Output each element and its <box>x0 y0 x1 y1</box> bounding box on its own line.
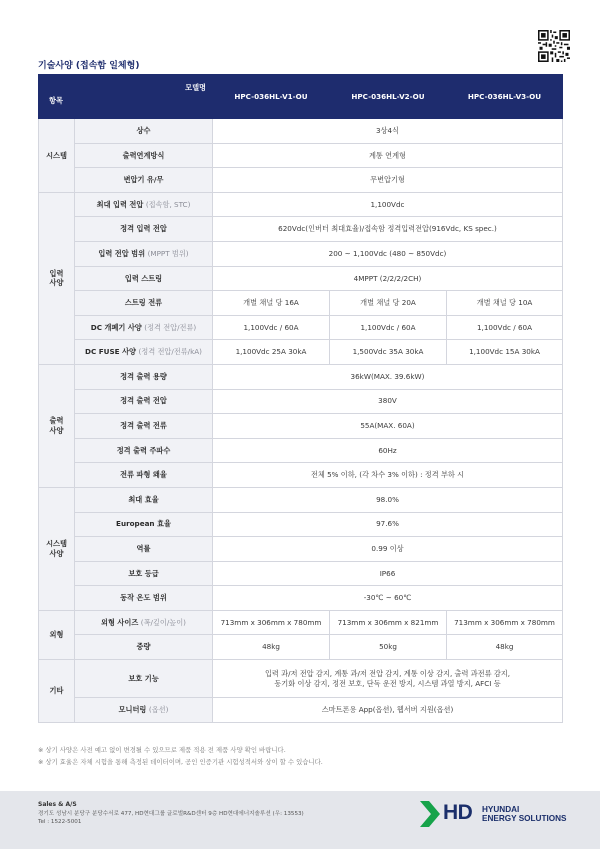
row-label: 정격 출력 용량 <box>75 364 213 389</box>
model-header-v2: HPC-036HL-V2-OU <box>330 75 447 119</box>
table-row <box>39 698 563 723</box>
row-value-v3: 713mm x 306mm x 780mm <box>447 610 563 635</box>
row-label <box>75 192 213 217</box>
table-row <box>39 610 563 635</box>
row-label: 정격 출력 전류 <box>75 414 213 439</box>
label-main: DC 개폐기 사양 <box>90 322 142 332</box>
row-label <box>75 340 213 365</box>
row-value: 55A(MAX. 60A) <box>213 414 563 439</box>
category-line: 사양 <box>49 548 64 558</box>
row-value: 380V <box>213 389 563 414</box>
table-row <box>39 463 563 488</box>
logo-line: ENERGY SOLUTIONS <box>482 814 567 824</box>
table-row <box>39 414 563 439</box>
footer-tel: Tel : 1522-5001 <box>38 818 82 825</box>
row-label: 변압기 유/무 <box>75 168 213 193</box>
label-main: 모니터링 <box>118 705 147 714</box>
row-label: 스트링 전류 <box>75 291 213 316</box>
table-row <box>39 241 563 266</box>
qr-code-icon <box>538 30 570 62</box>
category-line: 입력 <box>49 268 64 278</box>
table-row <box>39 635 563 660</box>
header-row <box>39 75 563 119</box>
model-header-v3: HPC-036HL-V3-OU <box>447 75 563 119</box>
label-main: DC FUSE 사양 <box>85 347 136 357</box>
footnotes <box>38 745 323 769</box>
company-logo <box>420 800 570 830</box>
category-exterior: 외형 <box>39 610 75 659</box>
row-label: European 효율 <box>75 512 213 537</box>
row-value: 36kW(MAX. 39.6kW) <box>213 364 563 389</box>
row-label: 정격 출력 주파수 <box>75 438 213 463</box>
table-row <box>39 586 563 611</box>
label-sub: (폭/깊이/높이) <box>140 617 186 627</box>
label-sub: (접속함, STC) <box>145 199 191 209</box>
table-row <box>39 315 563 340</box>
logo-hd-text: HD <box>443 801 473 824</box>
row-value-v3: 개별 채널 당 10A <box>447 291 563 316</box>
table-row <box>39 512 563 537</box>
row-label: 역률 <box>75 537 213 562</box>
header-model-label: 모델명 <box>185 83 206 92</box>
row-value: 3상4식 <box>213 119 563 144</box>
category-input <box>39 192 75 364</box>
row-label <box>75 610 213 635</box>
row-label: 최대 효율 <box>75 487 213 512</box>
row-value-v2: 713mm x 306mm x 821mm <box>330 610 447 635</box>
row-value: 200 ~ 1,100Vdc (480 ~ 850Vdc) <box>213 241 563 266</box>
table-row <box>39 291 563 316</box>
table-row <box>39 364 563 389</box>
category-system-spec <box>39 487 75 610</box>
category-line: 시스템 <box>46 539 67 549</box>
label-sub: (정격 전압/전류/kA) <box>138 347 202 357</box>
row-value-v1: 개별 채널 당 16A <box>213 291 330 316</box>
table-row <box>39 487 563 512</box>
row-value: 60Hz <box>213 438 563 463</box>
spec-table <box>38 74 563 723</box>
logo-mark-icon <box>420 801 440 827</box>
row-label: 출력연계방식 <box>75 143 213 168</box>
table-row <box>39 389 563 414</box>
table-row <box>39 537 563 562</box>
row-value: 1,100Vdc <box>213 192 563 217</box>
row-value-v3: 48kg <box>447 635 563 660</box>
footer-heading: Sales & A/S <box>38 801 77 808</box>
label-sub: (옵션) <box>148 705 169 714</box>
table-row <box>39 168 563 193</box>
row-value: 계통 연계형 <box>213 143 563 168</box>
footer-contact <box>38 801 304 826</box>
row-value-v3: 1,100Vdc / 60A <box>447 315 563 340</box>
row-label: 전류 파형 왜율 <box>75 463 213 488</box>
label-sub: (MPPT 범위) <box>147 248 189 258</box>
row-label: 중량 <box>75 635 213 660</box>
row-label <box>75 241 213 266</box>
row-value: -30℃ ~ 60℃ <box>213 586 563 611</box>
row-value-v3: 1,100Vdc 15A 30kA <box>447 340 563 365</box>
row-value <box>213 660 563 698</box>
row-label: 보호 등급 <box>75 561 213 586</box>
row-value: IP66 <box>213 561 563 586</box>
row-value: 4MPPT (2/2/2/2CH) <box>213 266 563 291</box>
table-row <box>39 217 563 242</box>
row-label: 동작 온도 범위 <box>75 586 213 611</box>
footnote: ※ 상기 효율은 자체 시험을 통해 측정된 데이터이며, 공인 인증기관 시험성적서와 상이 할 수 있습니다. <box>38 757 323 766</box>
label-main: 입력 전압 범위 <box>98 248 146 258</box>
model-header-v1: HPC-036HL-V1-OU <box>213 75 330 119</box>
row-value-v1: 1,100Vdc 25A 30kA <box>213 340 330 365</box>
row-label <box>75 698 213 723</box>
header-item-label: 항목 <box>49 96 63 106</box>
category-output <box>39 364 75 487</box>
footnote: ※ 상기 사양은 사전 예고 없이 변경될 수 있으므로 제품 적용 전 제품 사양 확인 바랍니다. <box>38 746 286 754</box>
table-row <box>39 192 563 217</box>
label-main: 최대 입력 전압 <box>96 199 144 209</box>
row-value-v2: 1,100Vdc / 60A <box>330 315 447 340</box>
category-misc: 기타 <box>39 660 75 723</box>
row-value-v2: 1,500Vdc 35A 30kA <box>330 340 447 365</box>
table-row <box>39 660 563 698</box>
row-value-v1: 713mm x 306mm x 780mm <box>213 610 330 635</box>
row-label: 정격 출력 전압 <box>75 389 213 414</box>
row-value: 97.6% <box>213 512 563 537</box>
category-line: 출력 <box>49 416 64 426</box>
logo-company-name <box>482 805 566 824</box>
table-row <box>39 119 563 144</box>
footer-address: 경기도 성남시 분당구 분당수서로 477, HD현대그룹 글로벌R&D센터 9층 HD현대에너지솔루션 (우: 13553) <box>38 810 304 817</box>
table-row <box>39 143 563 168</box>
row-label <box>75 315 213 340</box>
row-label: 정격 입력 전압 <box>75 217 213 242</box>
label-main: 외형 사이즈 <box>101 617 139 627</box>
category-line: 사양 <box>49 278 64 288</box>
category-system: 시스템 <box>39 119 75 193</box>
category-line: 사양 <box>49 425 64 435</box>
value-line: 입력 과/저 전압 감지, 계통 과/저 전압 감지, 계통 이상 감지, 출력 과전류 감지, <box>264 668 511 678</box>
logo-line: HYUNDAI <box>482 805 520 814</box>
row-value-v2: 개별 채널 당 20A <box>330 291 447 316</box>
row-value: 스마트폰용 App(옵션), 웹서버 지원(옵션) <box>213 698 563 723</box>
row-value: 전체 5% 이하, (각 차수 3% 이하) : 정격 부하 시 <box>213 463 563 488</box>
document-title: 기술사양 (접속함 일체형) <box>38 61 140 71</box>
table-row <box>39 561 563 586</box>
row-value: 620Vdc(인버터 최대효율)/접속함 정격입력전압(916Vdc, KS spec.) <box>213 217 563 242</box>
row-value-v1: 48kg <box>213 635 330 660</box>
row-value: 무변압기형 <box>213 168 563 193</box>
row-label: 보호 기능 <box>75 660 213 698</box>
row-value-v1: 1,100Vdc / 60A <box>213 315 330 340</box>
value-line: 동기화 이상 감지, 정전 보호, 단독 운전 방지, 시스템 과열 방지, AFCI 등 <box>274 678 501 688</box>
row-label: 상수 <box>75 119 213 144</box>
table-row <box>39 266 563 291</box>
table-row <box>39 340 563 365</box>
header-corner-cell <box>39 75 213 119</box>
label-sub: (정격 전압/전류) <box>144 322 197 332</box>
row-value-v2: 50kg <box>330 635 447 660</box>
row-value: 98.0% <box>213 487 563 512</box>
row-label: 입력 스트링 <box>75 266 213 291</box>
table-row <box>39 438 563 463</box>
row-value: 0.99 이상 <box>213 537 563 562</box>
